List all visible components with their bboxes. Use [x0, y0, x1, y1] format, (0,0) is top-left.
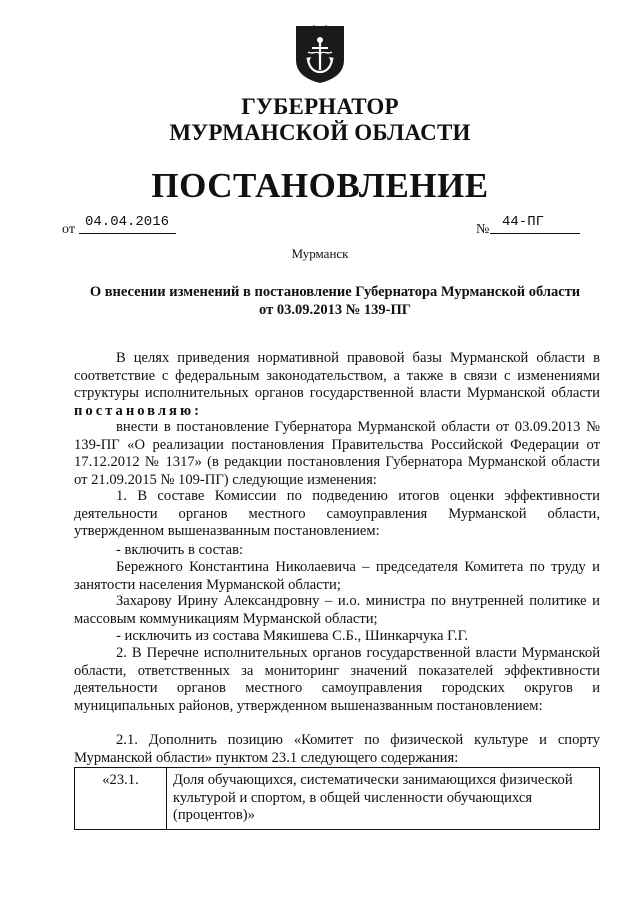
include-heading: - включить в состав: [116, 542, 244, 558]
amendment-intro-paragraph: внести в постановление Губернатора Мурманской области от 03.09.2013 № 139-ПГ «О реализации постановления Правительства Российской Федерации от 17.12.2012 № 1317» (в редакции постановления Губернатора Мурманской области от 21.09.2015 № 109-ПГ) следующие изменения: [74, 419, 600, 488]
item-2-paragraph: 2. В Перечне исполнительных органов государственной власти Мурманской области, ответственных за мониторинг значений показателей эффективности деятельности органов местного самоуправления городских округов и муниципальных районов, утвержденном вышеназванным постановлением: [74, 645, 600, 714]
item-1-paragraph: 1. В составе Комиссии по подведению итогов оценки эффективности деятельности органов местного самоуправления Мурманской области, утвержденном вышеназванным постановлением: [74, 488, 600, 539]
table-row [75, 768, 600, 830]
include-person-1: Бережного Константина Николаевича – председателя Комитета по труду и занятости населения Мурманской области; [74, 559, 600, 593]
number-prefix: № [476, 222, 490, 237]
document-number: 44-ПГ [502, 214, 545, 230]
table-cell-number: «23.1. [75, 768, 167, 830]
table-cell-text: Доля обучающихся, систематически занимающихся физической культурой и спортом, в общей численности обучающихся (процентов)» [167, 768, 600, 830]
governor-title-line1: ГУБЕРНАТОР [241, 94, 399, 119]
resolve-word: постановляю: [74, 402, 202, 419]
include-person-2: Захарову Ирину Александровну – и.о. министра по внутренней политике и массовым коммуникациям Мурманской области; [74, 593, 600, 627]
date-prefix: от [62, 222, 75, 237]
coat-of-arms-emblem [292, 22, 348, 84]
item-2-1-paragraph: 2.1. Дополнить позицию «Комитет по физической культуре и спорту Мурманской области» пунктом 23.1 следующего содержания: [74, 732, 600, 766]
document-type-heading: ПОСТАНОВЛЕНИЕ [151, 166, 489, 205]
subject-line1: О внесении изменений в постановление Губернатора Мурманской области [89, 284, 581, 300]
governor-title-line2: МУРМАНСКОЙ ОБЛАСТИ [169, 120, 471, 145]
exclude-line: - исключить из состава Мякишева С.Б., Шинкарчука Г.Г. [116, 628, 469, 644]
city-name: Мурманск [291, 246, 349, 261]
preamble-paragraph [74, 350, 600, 420]
document-date: 04.04.2016 [85, 214, 170, 230]
preamble-text: В целях приведения нормативной правовой базы Мурманской области в соответствие с федеральным законодательством, а также в связи с изменениями структуры исполнительных органов государственной власти Мурманской области [74, 350, 600, 401]
indicator-table [74, 767, 600, 830]
document-subject [70, 283, 600, 319]
subject-line2: от 03.09.2013 № 139-ПГ [259, 302, 411, 318]
